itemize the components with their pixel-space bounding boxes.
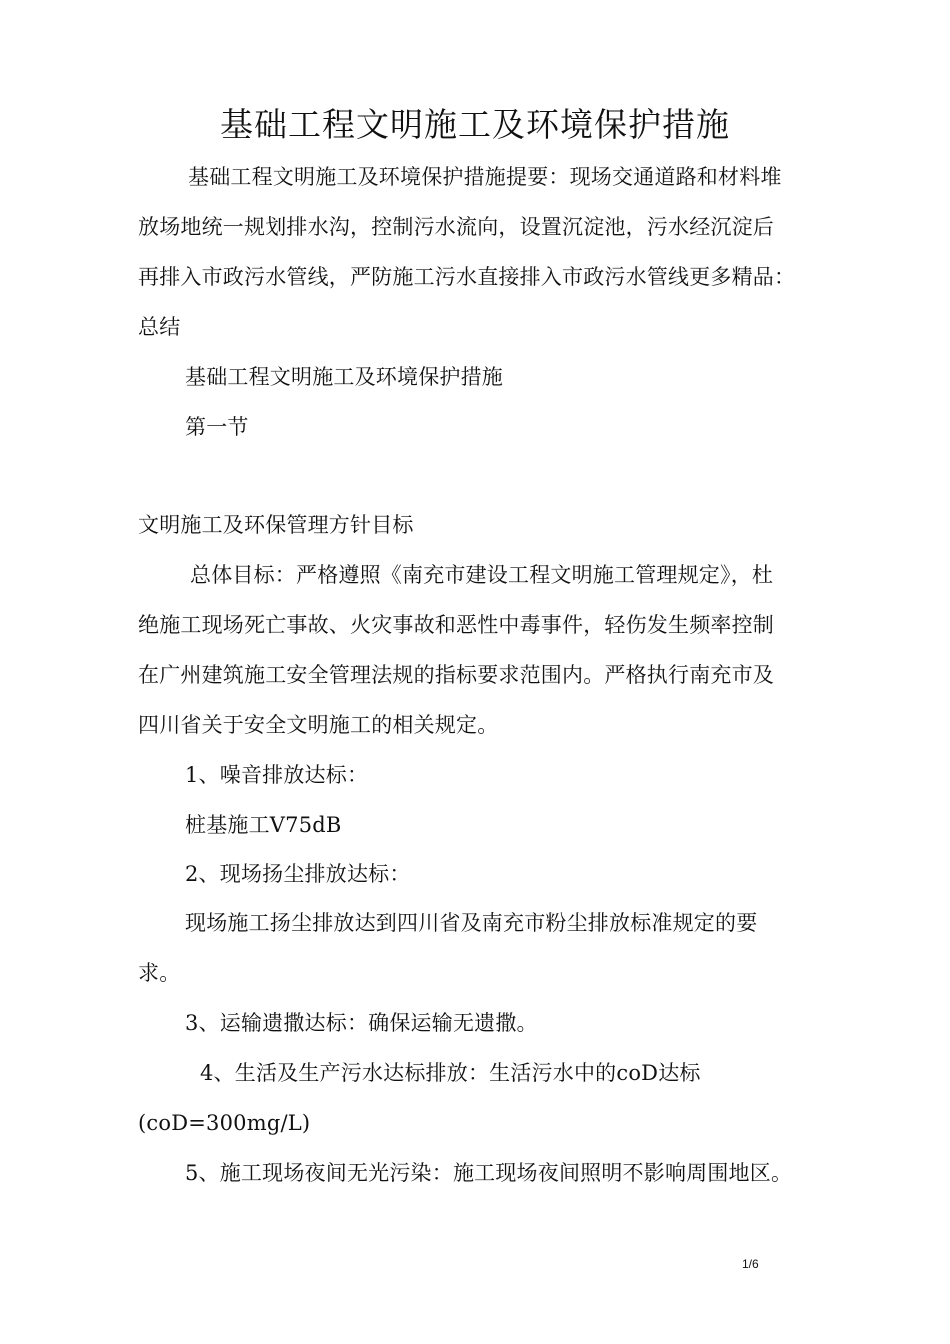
section-heading: 文明施工及环保管理方针目标 (138, 513, 414, 537)
goal-line-3: 在广州建筑施工安全管理法规的指标要求范围内。严格执行南充市及 (138, 663, 774, 687)
summary-line-3: 再排入市政污水管线，严防施工污水直接排入市政污水管线更多精品： (138, 265, 796, 289)
summary-line-1: 基础工程文明施工及环境保护措施提要：现场交通道路和材料堆 (188, 165, 782, 189)
dust-text-line-2: 求。 (138, 961, 181, 985)
document-title: 基础工程文明施工及环境保护措施 (220, 105, 730, 144)
noise-heading: 1、噪音排放达标： (185, 763, 369, 787)
page-number: 1/6 (742, 1257, 759, 1271)
section-label: 第一节 (185, 415, 249, 439)
summary-line-4: 总结 (138, 315, 181, 339)
dust-text-line-1: 现场施工扬尘排放达到四川省及南充市粉尘排放标准规定的要 (185, 911, 758, 935)
summary-line-2: 放场地统一规划排水沟，控制污水流向，设置沉淀池，污水经沉淀后 (138, 215, 774, 239)
repeat-title: 基础工程文明施工及环境保护措施 (185, 365, 503, 389)
goal-line-4: 四川省关于安全文明施工的相关规定。 (138, 713, 499, 737)
goal-line-2: 绝施工现场死亡事故、火灾事故和恶性中毒事件，轻伤发生频率控制 (138, 613, 774, 637)
goal-line-1: 总体目标：严格遵照《南充市建设工程文明施工管理规定》，杜 (190, 563, 774, 587)
dust-heading: 2、现场扬尘排放达标： (185, 862, 411, 886)
light-item: 5、施工现场夜间无光污染：施工现场夜间照明不影响周围地区。 (185, 1161, 793, 1185)
transport-item: 3、运输遗撒达标：确保运输无遗撒。 (185, 1011, 538, 1035)
sewage-line-2: (coD=300mg/L) (138, 1111, 311, 1135)
noise-value: 桩基施工V75dB (185, 813, 342, 837)
sewage-line-1: 4、生活及生产污水达标排放：生活污水中的coD达标 (200, 1061, 701, 1085)
